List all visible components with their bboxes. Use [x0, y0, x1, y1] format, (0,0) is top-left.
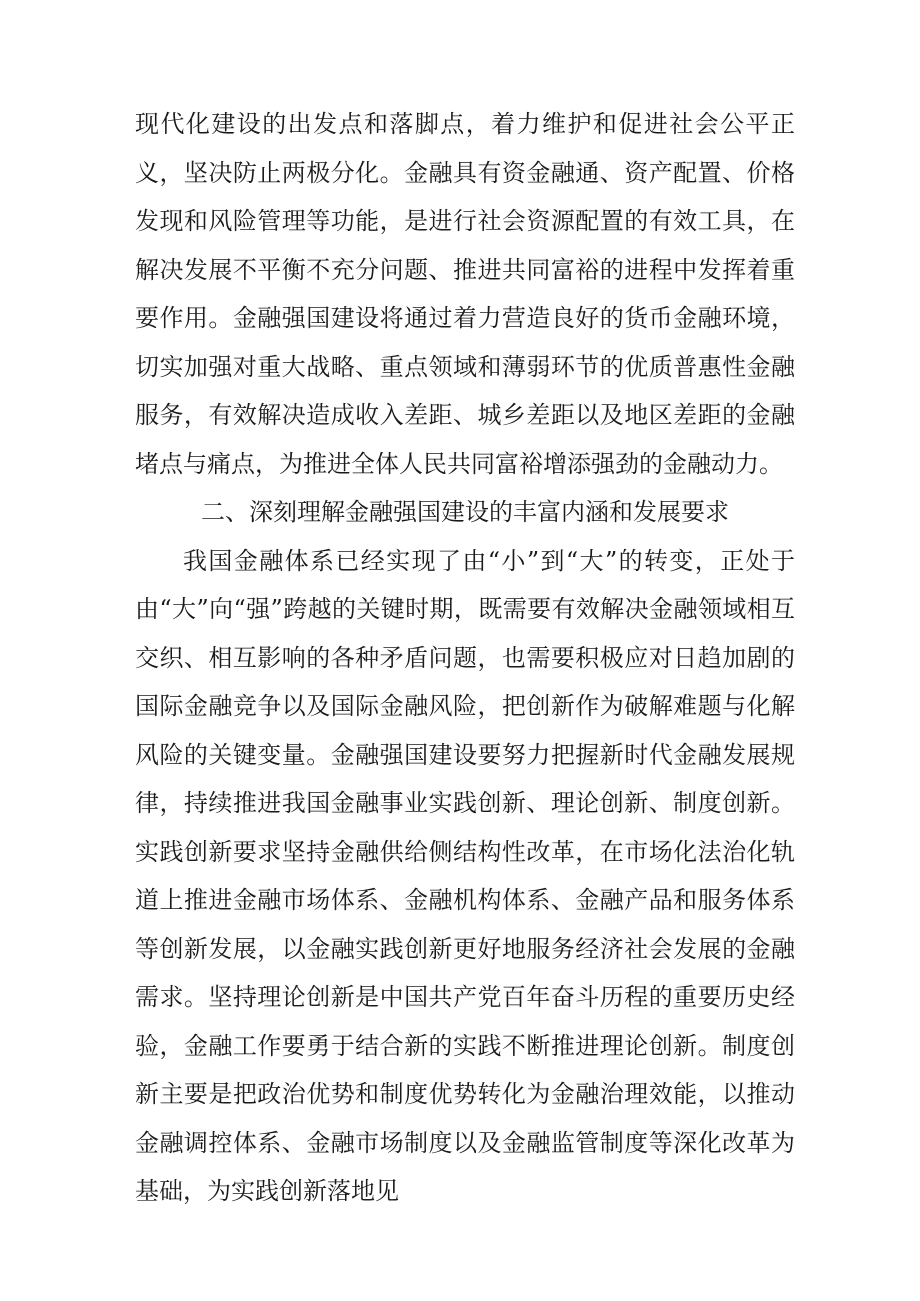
paragraph-second: 我国金融体系已经实现了由“小”到“大”的转变，正处于由“大”向“强”跨越的关键时期，既需要有效解决金融领域相互交织、相互影响的各种矛盾问题，也需要积极应对日趋加剧的国际金融竞争以及国际金融风险，把创新作为破解难题与化解风险的关键变量。金融强国建设要努力把握新时代金融发展规律，持续推进我国金融事业实践创新、理论创新、制度创新。实践创新要求坚持金融供给侧结构性改革，在市场化法治化轨道上推进金融市场体系、金融机构体系、金融产品和服务体系等创新发展，以金融实践创新更好地服务经济社会发展的金融需求。坚持理论创新是中国共产党百年奋斗历程的重要历史经验，金融工作要勇于结合新的实践不断推进理论创新。制度创新主要是把政治优势和制度优势转化为金融治理效能，以推动金融调控体系、金融市场制度以及金融监管制度等深化改革为基础，为实践创新落地见 — [135, 546, 795, 1205]
section-heading: 二、深刻理解金融强国建设的丰富内涵和发展要求 — [201, 498, 729, 526]
paragraph-continued: 现代化建设的出发点和落脚点，着力维护和促进社会公平正义，坚决防止两极分化。金融具有资金融通、资产配置、价格发现和风险管理等功能，是进行社会资源配置的有效工具，在解决发展不平衡不充分问题、推进共同富裕的进程中发挥着重要作用。金融强国建设将通过着力营造良好的货币金融环境，切实加强对重大战略、重点领域和薄弱环节的优质普惠性金融服务，有效解决造成收入差距、城乡差距以及地区差距的金融堵点与痛点，为推进全体人民共同富裕增添强劲的金融动力。 — [135, 110, 795, 478]
